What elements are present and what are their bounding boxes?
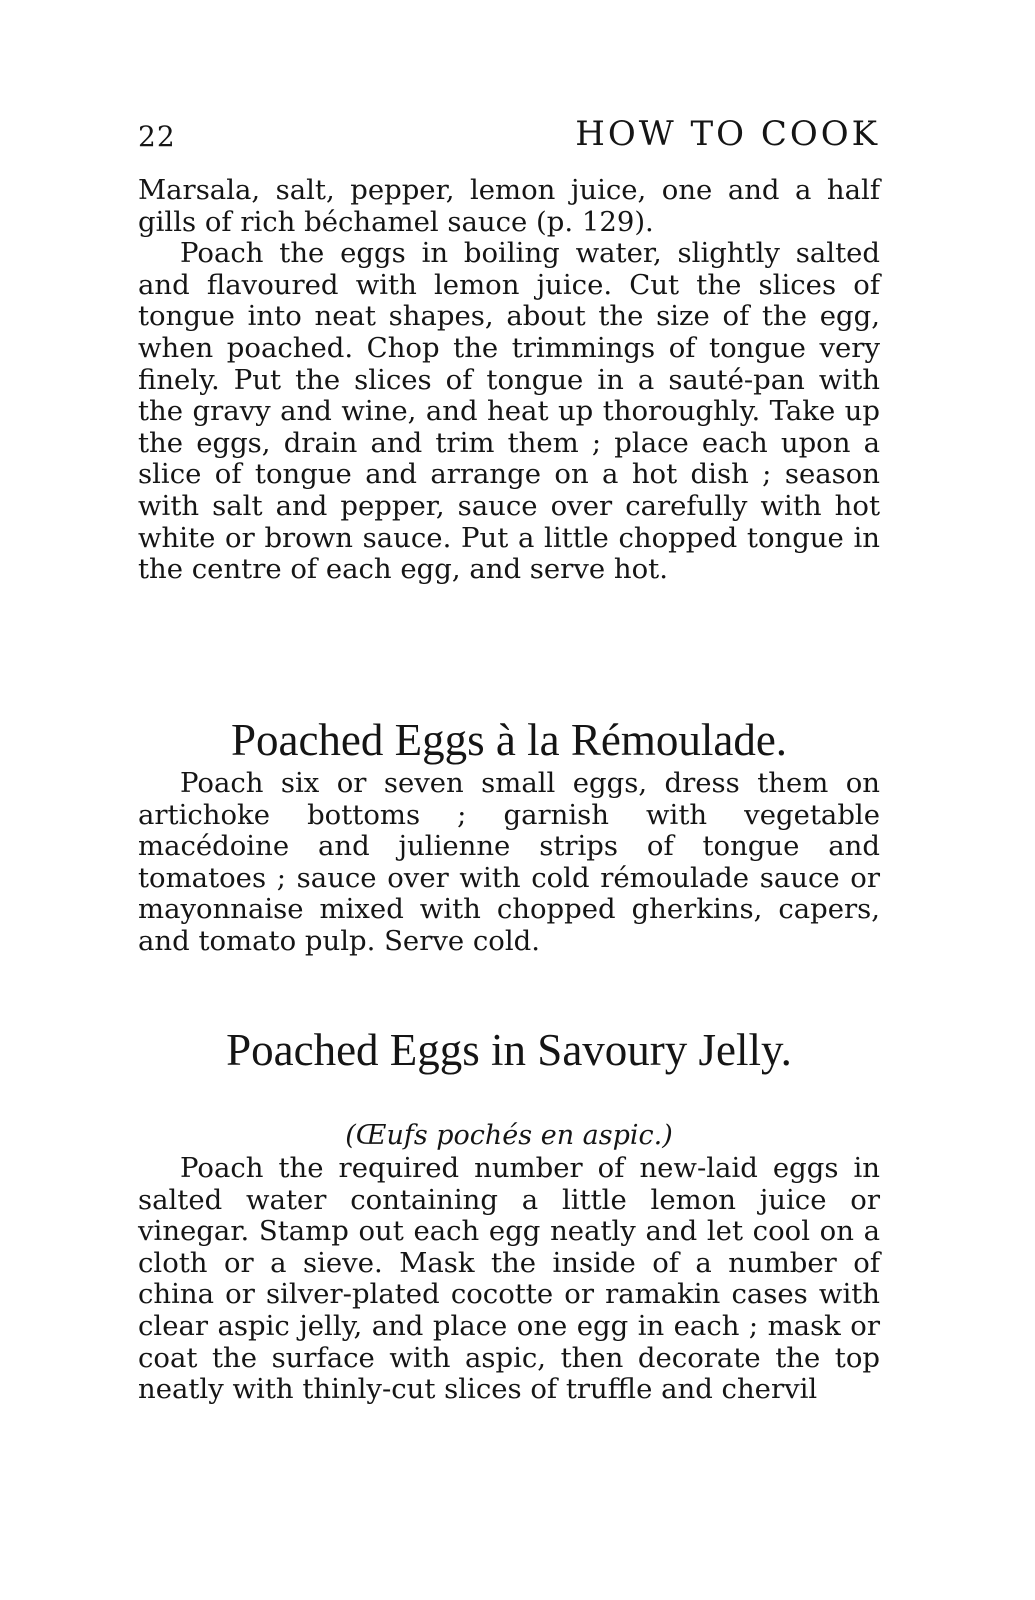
page-number: 22 xyxy=(138,120,176,153)
recipe-subtitle-french: (Œufs pochés en aspic.) xyxy=(345,1120,673,1151)
savoury-jelly-paragraph: Poach the required number of new-laid eggs in salted water containing a little lemon juice or vinegar. Stamp out each egg neatly and let cool on a cloth or a sieve. Mask the inside of a number of china or silver-plated cocotte or ramakin cases with clear aspic jelly, and place one egg in each ; mask or coat the surface with aspic, then decorate the top neatly with thinly-cut slices of truffle and chervil xyxy=(138,1152,880,1406)
continued-opening-line: Marsala, salt, pepper, lemon juice, one and a half gills of rich béchamel sauce (p. 129). xyxy=(138,174,880,238)
recipe-title-savoury-jelly: Poached Eggs in Savoury Jelly. xyxy=(226,1025,792,1075)
running-head xyxy=(138,114,880,154)
recipe-body-savoury-jelly xyxy=(138,1153,880,1406)
recipe-body-remoulade xyxy=(138,768,880,958)
recipe-title-remoulade: Poached Eggs à la Rémoulade. xyxy=(230,715,788,765)
running-title: HOW TO COOK xyxy=(575,114,880,154)
continued-recipe-text xyxy=(138,175,880,586)
remoulade-paragraph: Poach six or seven small eggs, dress them on artichoke bottoms ; garnish with vegetable macédoine and julienne strips of tongue and tomatoes ; sauce over with cold rémoulade sauce or mayonnaise mixed with chopped gherkins, capers, and tomato pulp. Serve cold. xyxy=(138,767,880,957)
continued-paragraph: Poach the eggs in boiling water, slightly salted and flavoured with lemon juice. Cut the slices of tongue into neat shapes, about the size of the egg, when poached. Chop the trimmings of tongue very finely. Put the slices of tongue in a sauté-pan with the gravy and wine, and heat up thoroughly. Take up the eggs, drain and trim them ; place each upon a slice of tongue and arrange on a hot dish ; season with salt and pepper, sauce over carefully with hot white or brown sauce. Put a little chopped tongue in the centre of each egg, and serve hot. xyxy=(138,237,880,586)
